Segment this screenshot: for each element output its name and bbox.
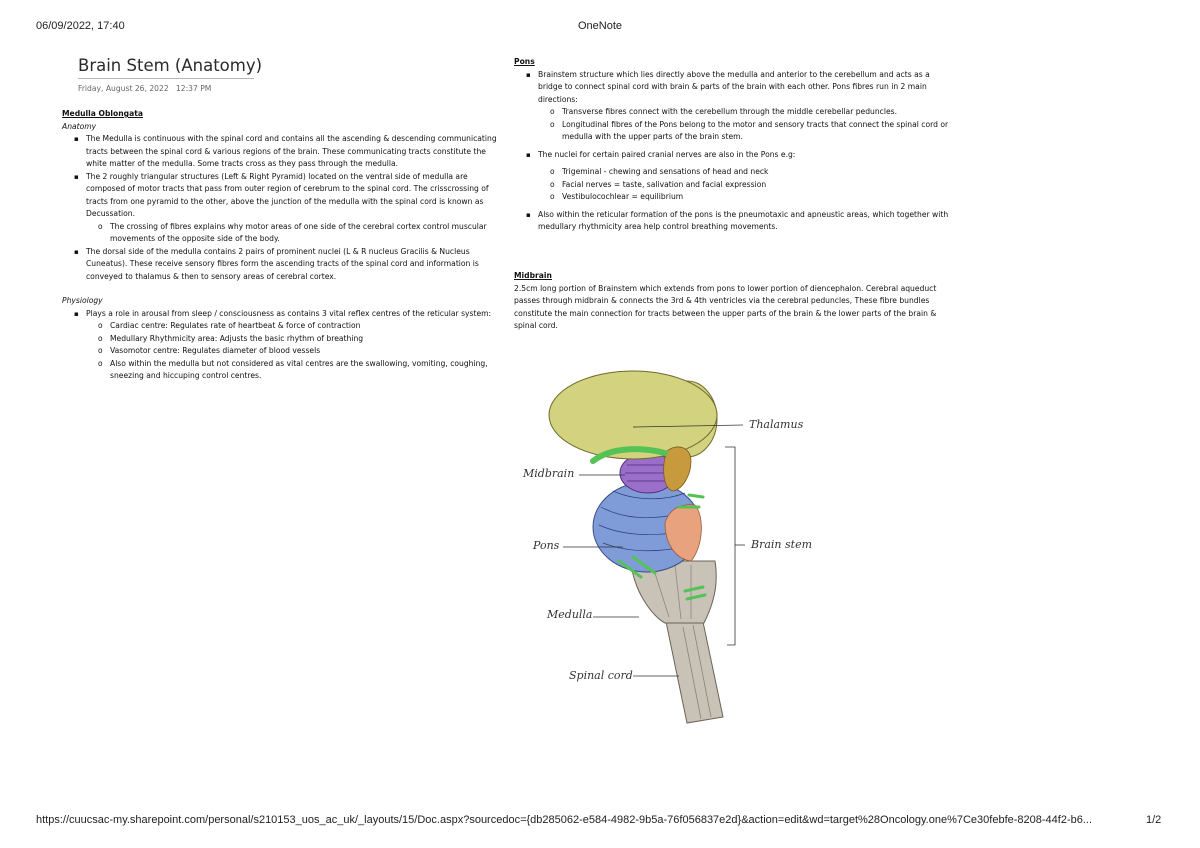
list-item: ▪ Brainstem structure which lies directly above the medulla and anterior to the cerebellum and acts as a bridge to connect spinal cord with brain & parts of the brain with each other. Pons fibres run in 2 main directions: xyxy=(514,69,954,107)
page-date: Friday, August 26, 2022 xyxy=(78,84,169,93)
medulla-heading: Medulla Oblongata xyxy=(62,109,143,118)
title-underline xyxy=(78,78,254,79)
list-item: ▪ The 2 roughly triangular structures (Left & Right Pyramid) located on the ventral side of medulla are composed of motor tracts that pass from outer region of cerebrum to the spinal cord. The crisscrossing of tracts from one pyramid to the other, above the junction of the medulla with the spinal cord is known as Decussation. xyxy=(62,171,502,221)
pons-section xyxy=(514,56,954,234)
cranial-nerve-list xyxy=(514,166,954,204)
print-app-name: OneNote xyxy=(577,20,623,32)
print-datetime: 06/09/2022, 17:40 xyxy=(36,20,125,32)
midbrain-heading: Midbrain xyxy=(514,271,552,280)
list-item: o Medullary Rhythmicity area: Adjusts the basic rhythm of breathing xyxy=(62,333,502,346)
pons-nuclei-list xyxy=(514,149,954,162)
page-title[interactable]: Brain Stem (Anatomy) xyxy=(78,56,263,75)
spinal-cord-shape xyxy=(665,617,723,723)
page-timestamp xyxy=(78,84,211,93)
list-item: o Facial nerves = taste, salivation and facial expression xyxy=(514,179,954,192)
page-time: 12:37 PM xyxy=(175,84,212,93)
pons-reticular-list xyxy=(514,209,954,234)
pons-heading: Pons xyxy=(514,57,535,66)
list-item: ▪ The dorsal side of the medulla contains 2 pairs of prominent nuclei (L & R nucleus Gracilis & Nucleus Cuneatus). These receive sensory fibres form the ascending tracts of the spinal cord and information is conveyed to thalamus & then to sensory areas of cerebral cortex. xyxy=(62,246,502,284)
list-item: ▪ Plays a role in arousal from sleep / consciousness as contains 3 vital reflex centres of the reticular system: xyxy=(62,308,502,321)
list-item: o Cardiac centre: Regulates rate of heartbeat & force of contraction xyxy=(62,320,502,333)
list-item: o Vestibulocochlear = equilibrium xyxy=(514,191,954,204)
list-item: o Vasomotor centre: Regulates diameter of blood vessels xyxy=(62,345,502,358)
label-spinal-cord: Spinal cord xyxy=(569,669,633,682)
list-item: o The crossing of fibres explains why motor areas of one side of the cerebral cortex control muscular movements of the opposite side of the body. xyxy=(62,221,502,246)
label-medulla: Medulla xyxy=(547,608,593,621)
list-item: o Trigeminal - chewing and sensations of head and neck xyxy=(514,166,954,179)
medulla-section xyxy=(62,108,502,383)
anatomy-list xyxy=(62,133,502,283)
list-item: ▪ The nuclei for certain paired cranial nerves are also in the Pons e.g: xyxy=(514,149,954,162)
print-page-count: 1/2 xyxy=(1146,814,1162,826)
list-item: o Longitudinal fibres of the Pons belong to the motor and sensory tracts that connect the spinal cord or medulla with the upper parts of the brain stem. xyxy=(514,119,954,144)
list-item: ▪ Also within the reticular formation of the pons is the pneumotaxic and apneustic areas, which together with medullary rhythmicity area help control breathing movements. xyxy=(514,209,954,234)
physiology-list xyxy=(62,308,502,383)
label-midbrain: Midbrain xyxy=(523,467,575,480)
brain-stem-diagram xyxy=(515,355,825,725)
anatomy-subheading: Anatomy xyxy=(62,121,97,131)
label-thalamus: Thalamus xyxy=(749,418,804,431)
label-brain-stem: Brain stem xyxy=(751,538,813,551)
print-url: https://cuucsac-my.sharepoint.com/personal/s210153_uos_ac_uk/_layouts/15/Doc.aspx?sourcedoc={db285062-e584-4982-9b5a-76f056837e2d}&action=edit&wd=target%28Oncology.one%7Ce30febfe-8208-44f2-b6... xyxy=(36,814,1093,826)
pons-list xyxy=(514,69,954,144)
list-item: ▪ The Medulla is continuous with the spinal cord and contains all the ascending & descending communicating tracts between the spinal cord & various regions of the brain. These communicating tracts constitute the white matter of the medulla. Some tracts cross as they pass through the medulla. xyxy=(62,133,502,171)
thalamus-shape xyxy=(549,371,717,459)
physiology-subheading: Physiology xyxy=(62,296,103,305)
label-pons: Pons xyxy=(533,539,560,552)
list-item: o Transverse fibres connect with the cerebellum through the middle cerebellar peduncles. xyxy=(514,106,954,119)
midbrain-text: 2.5cm long portion of Brainstem which extends from pons to lower portion of diencephalon. Cerebral aqueduct passes through midbrain & connects the 3rd & 4th ventricles via the cerebral peduncles, These fibre bundles constitute the main connection for tracts between the upper parts of the brain & the lower parts of the brain & spinal cord. xyxy=(514,283,937,330)
list-item: o Also within the medulla but not considered as vital centres are the swallowing, vomiting, coughing, sneezing and hiccuping control centres. xyxy=(62,358,502,383)
midbrain-section xyxy=(514,270,960,333)
